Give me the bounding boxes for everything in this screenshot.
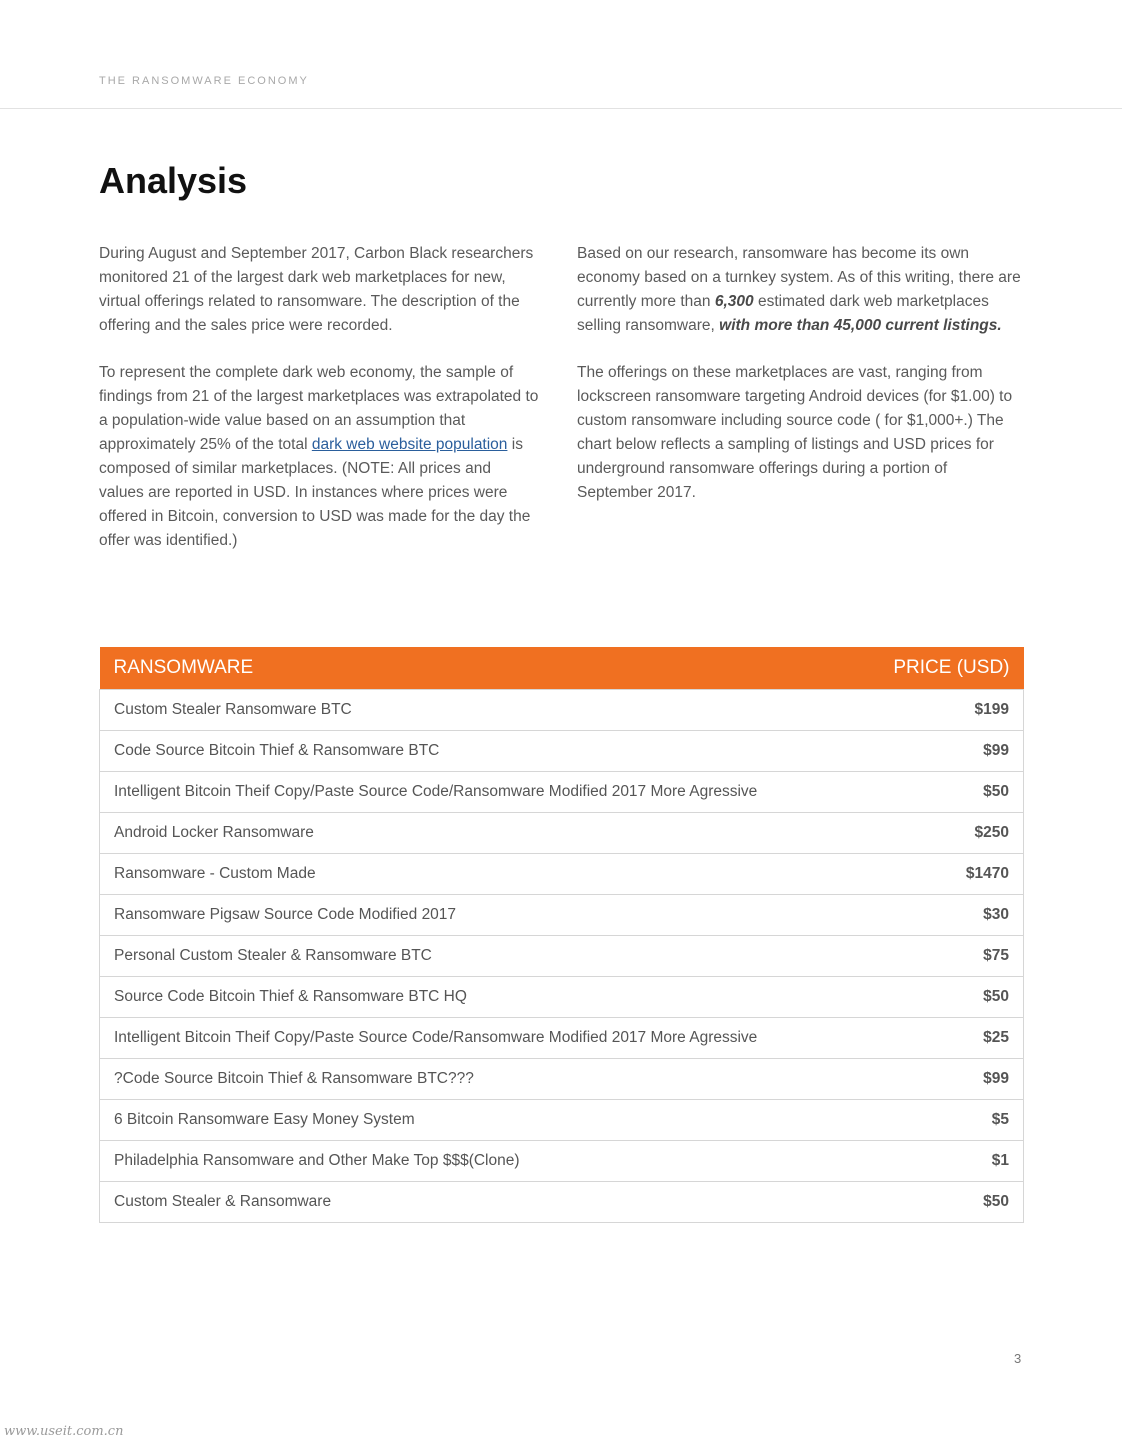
left-p2-text-start: To represent the complete dark web economy, the sample of findings from 21 of the largest marketplaces was extrapolated to a population-wide value based on an assumption that approximately 25% of the total	[99, 364, 539, 453]
header-divider	[0, 108, 1122, 109]
column-header-ransomware: RANSOMWARE	[100, 647, 861, 690]
left-p2-text-end: is composed of similar marketplaces. (NOTE: All prices and values are reported in USD. In instances where prices were offered in Bitcoin, conversion to USD was made for the day the offer was identified.)	[99, 436, 531, 549]
ransomware-price: $5	[860, 1100, 1023, 1141]
ransomware-name: Ransomware Pigsaw Source Code Modified 2017	[100, 895, 861, 936]
page-number: 3	[1014, 1351, 1022, 1366]
ransomware-price: $25	[860, 1018, 1023, 1059]
ransomware-name: 6 Bitcoin Ransomware Easy Money System	[100, 1100, 861, 1141]
ransomware-name: Personal Custom Stealer & Ransomware BTC	[100, 936, 861, 977]
ransomware-name: ?Code Source Bitcoin Thief & Ransomware BTC???	[100, 1059, 861, 1100]
dark-web-population-link[interactable]: dark web website population	[311, 436, 508, 453]
right-column	[577, 242, 1027, 505]
ransomware-name: Source Code Bitcoin Thief & Ransomware BTC HQ	[100, 977, 861, 1018]
ransomware-price: $1470	[860, 854, 1023, 895]
table-row	[100, 895, 1024, 936]
right-paragraph-2: The offerings on these marketplaces are vast, ranging from lockscreen ransomware targeting Android devices (for $1.00) to custom ransomware including source code ( for $1,000+.) The chart below reflects a sampling of listings and USD prices for underground ransomware offerings during a portion of September 2017.	[577, 364, 1013, 501]
table-row	[100, 772, 1024, 813]
ransomware-price-table	[99, 647, 1024, 1223]
ransomware-name: Custom Stealer & Ransomware	[100, 1182, 861, 1223]
ransomware-price: $75	[860, 936, 1023, 977]
ransomware-price: $30	[860, 895, 1023, 936]
table-row	[100, 813, 1024, 854]
ransomware-price: $50	[860, 977, 1023, 1018]
running-head: THE RANSOMWARE ECONOMY	[99, 75, 309, 87]
ransomware-price: $99	[860, 731, 1023, 772]
ransomware-price: $250	[860, 813, 1023, 854]
ransomware-name: Philadelphia Ransomware and Other Make Top $$$(Clone)	[100, 1141, 861, 1182]
column-header-price: PRICE (USD)	[860, 647, 1023, 690]
right-paragraph-1	[577, 242, 1027, 338]
ransomware-name: Android Locker Ransomware	[100, 813, 861, 854]
ransomware-price: $199	[860, 690, 1023, 731]
listings-count: with more than 45,000 current listings.	[719, 317, 1002, 334]
table-row	[100, 1182, 1024, 1223]
table-body	[100, 690, 1024, 1223]
table-header-row	[100, 647, 1024, 690]
right-p1-text-2: estimated dark web marketplaces selling ransomware,	[577, 293, 989, 334]
ransomware-name: Code Source Bitcoin Thief & Ransomware BTC	[100, 731, 861, 772]
ransomware-name: Intelligent Bitcoin Theif Copy/Paste Source Code/Ransomware Modified 2017 More Agressive	[100, 772, 861, 813]
table-row	[100, 977, 1024, 1018]
table-row	[100, 690, 1024, 731]
table-row	[100, 731, 1024, 772]
left-paragraph-2	[99, 361, 539, 553]
table-row	[100, 1059, 1024, 1100]
left-column	[99, 242, 539, 553]
table-row	[100, 1141, 1024, 1182]
ransomware-name: Custom Stealer Ransomware BTC	[100, 690, 861, 731]
table-row	[100, 854, 1024, 895]
page-title: Analysis	[99, 160, 248, 201]
table-row	[100, 1100, 1024, 1141]
table-row	[100, 936, 1024, 977]
ransomware-price: $50	[860, 1182, 1023, 1223]
marketplace-count: 6,300	[714, 293, 754, 310]
ransomware-price: $99	[860, 1059, 1023, 1100]
ransomware-name: Ransomware - Custom Made	[100, 854, 861, 895]
ransomware-price: $50	[860, 772, 1023, 813]
left-paragraph-1: During August and September 2017, Carbon Black researchers monitored 21 of the largest dark web marketplaces for new, virtual offerings related to ransomware. The description of the offering and the sales price were recorded.	[99, 245, 534, 334]
ransomware-name: Intelligent Bitcoin Theif Copy/Paste Source Code/Ransomware Modified 2017 More Agressive	[100, 1018, 861, 1059]
ransomware-price: $1	[860, 1141, 1023, 1182]
right-p1-text-1: Based on our research, ransomware has become its own economy based on a turnkey system. As of this writing, there are currently more than	[577, 245, 1021, 310]
table-row	[100, 1018, 1024, 1059]
watermark: www.useit.com.cn	[4, 1424, 124, 1439]
